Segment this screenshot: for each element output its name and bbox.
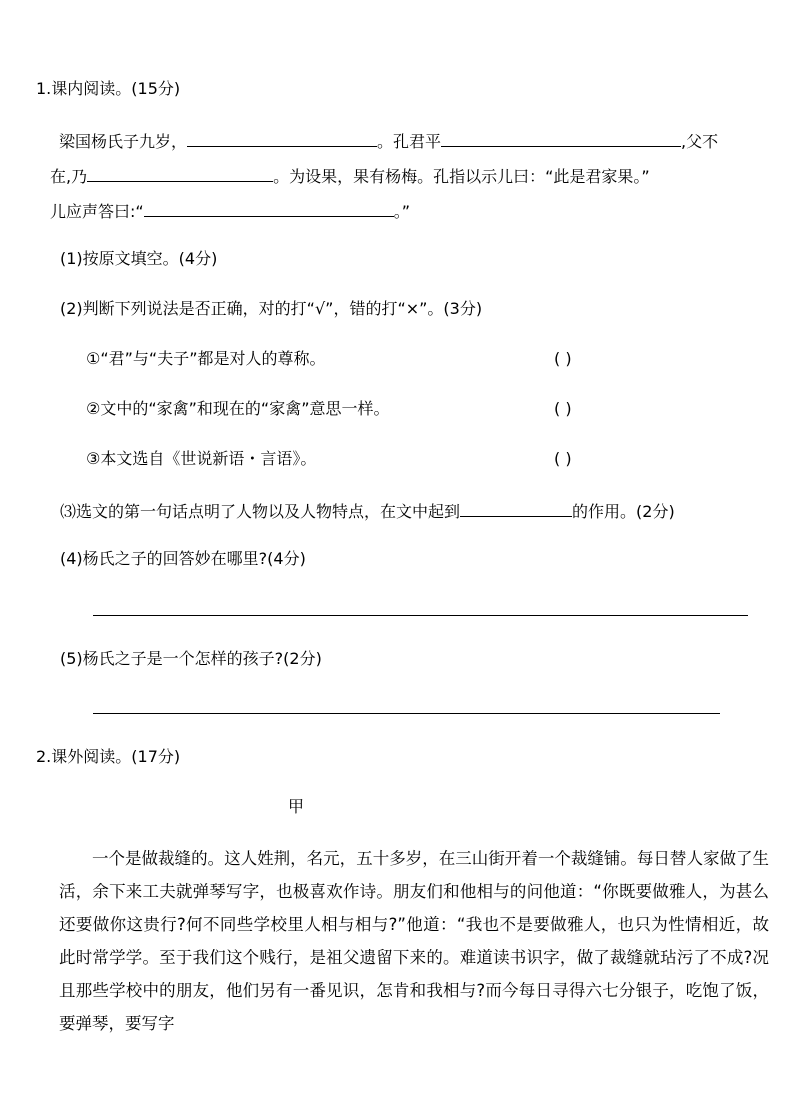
fill-blank-1[interactable] [187,128,377,147]
answer-paren-3[interactable]: ( ) [554,449,572,468]
sub3-text: ⑶选文的第一句话点明了人物以及人物特点，在文中起到 [60,502,461,521]
judgment-item-3: ③本文选自《世说新语・言语》。 [86,449,317,468]
passage-text: 。孔君平 [377,132,442,151]
sub-question-4: (4)杨氏之子的回答妙在哪里?(4分) [60,549,306,568]
fill-blank-4[interactable] [144,198,394,217]
answer-paren-1[interactable]: ( ) [554,349,572,368]
q2-heading: 2.课外阅读。(17分) [36,747,181,766]
sub-question-3 [60,498,675,523]
answer-paren-2[interactable]: ( ) [554,399,572,418]
sub3-text: 的作用。(2分) [572,502,675,521]
judgment-item-1: ①“君”与“夫子”都是对人的尊称。 [86,349,326,368]
answer-line-4[interactable] [93,615,748,616]
passage-text: 。” [393,202,410,221]
judgment-item-2: ②文中的“家禽”和现在的“家禽”意思一样。 [86,399,390,418]
passage-line-1 [59,128,718,153]
fill-blank-2[interactable] [441,128,681,147]
sub-question-5: (5)杨氏之子是一个怎样的孩子?(2分) [60,649,322,668]
passage-text: 梁国杨氏子九岁， [59,132,188,151]
fill-blank-3[interactable] [87,163,273,182]
reading-paragraph: 一个是做裁缝的。这人姓荆，名元，五十多岁，在三山街开着一个裁缝铺。每日替人家做了生活，余下来工夫就弹琴写字，也极喜欢作诗。朋友们和他相与的问他道：“你既要做雅人，为甚么还要做你这贵行?何不同些学校里人相与相与?”他道：“我也不是要做雅人，也只为性情相近，故此时常学学。至于我们这个贱行，是祖父遗留下来的。难道读书识字，做了裁缝就玷污了不成?况且那些学校中的朋友，他们另有一番见识，怎肯和我相与?而今每日寻得六七分银子，吃饱了饭，要弹琴，要写字 [59,849,769,1033]
fill-blank-5[interactable] [460,498,572,517]
passage-text: 儿应声答曰:“ [50,202,144,221]
section-title: 甲 [288,797,305,816]
passage-line-2 [50,163,650,188]
passage-text: 。为设果，果有杨梅。孔指以示儿曰：“此是君家果。” [273,167,650,186]
sub-question-2: (2)判断下列说法是否正确，对的打“√”，错的打“×”。(3分) [60,299,483,318]
q1-heading: 1.课内阅读。(15分) [36,79,181,98]
passage-text: ,父不 [681,132,719,151]
passage-line-3 [50,198,410,223]
passage-text: 在,乃 [50,167,88,186]
answer-line-5[interactable] [93,713,720,714]
sub-question-1: (1)按原文填空。(4分) [60,249,218,268]
